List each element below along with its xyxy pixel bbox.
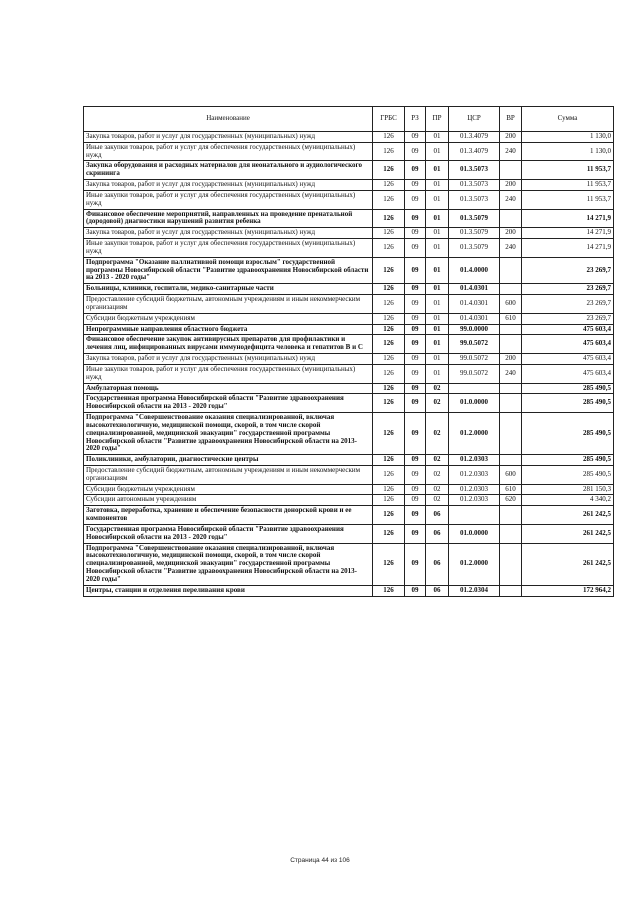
cell-sum: 11 953,7: [522, 180, 614, 191]
cell-grbs: 126: [373, 284, 405, 295]
cell-pr: 01: [426, 161, 449, 180]
cell-sum: 23 269,7: [522, 313, 614, 324]
cell-name: Иные закупки товаров, работ и услуг для обеспечения государственных (муниципальных) нужд: [84, 364, 373, 383]
cell-vr: [500, 383, 522, 394]
cell-csr: 01.3.5079: [449, 239, 500, 258]
cell-rz: 09: [405, 354, 426, 365]
cell-sum: 285 490,5: [522, 394, 614, 413]
cell-name: Субсидии бюджетным учреждениям: [84, 313, 373, 324]
cell-vr: [500, 506, 522, 525]
cell-csr: 01.4.0301: [449, 313, 500, 324]
cell-grbs: 126: [373, 506, 405, 525]
cell-grbs: 126: [373, 354, 405, 365]
cell-grbs: 126: [373, 543, 405, 585]
cell-sum: 14 271,9: [522, 209, 614, 228]
cell-name: Государственная программа Новосибирской области "Развитие здравоохранения Новосибирской области на 2013 - 2020 годы": [84, 524, 373, 543]
table-row: [84, 585, 614, 596]
cell-rz: 09: [405, 142, 426, 161]
cell-name: Финансовое обеспечение мероприятий, направленных на проведение пренатальной (дородовой) диагностики нарушений развития ребенка: [84, 209, 373, 228]
table-row: [84, 228, 614, 239]
cell-grbs: 126: [373, 313, 405, 324]
cell-pr: 01: [426, 142, 449, 161]
cell-csr: 01.2.0303: [449, 455, 500, 466]
cell-sum: 261 242,5: [522, 543, 614, 585]
header-grbs: ГРБС: [373, 107, 405, 132]
cell-sum: 281 150,3: [522, 484, 614, 495]
cell-rz: 09: [405, 524, 426, 543]
cell-pr: 02: [426, 455, 449, 466]
cell-sum: 172 964,2: [522, 585, 614, 596]
cell-pr: 01: [426, 324, 449, 335]
cell-csr: 01.3.5073: [449, 161, 500, 180]
cell-grbs: 126: [373, 257, 405, 283]
cell-rz: 09: [405, 383, 426, 394]
cell-vr: 200: [500, 228, 522, 239]
cell-name: Подпрограмма "Совершенствование оказания специализированной, включая высокотехнологичную, медицинской помощи, скорой, в том числе скорой специализированной, медицинской эвакуации" государственной программы Новосибирской области "Развитие здравоохранения Новосибирской области на 2013-2020 годы": [84, 413, 373, 455]
table-row: [84, 383, 614, 394]
cell-pr: 01: [426, 209, 449, 228]
cell-pr: 01: [426, 284, 449, 295]
cell-grbs: 126: [373, 455, 405, 466]
cell-rz: 09: [405, 506, 426, 525]
cell-csr: 01.0.0000: [449, 524, 500, 543]
cell-rz: 09: [405, 284, 426, 295]
cell-vr: [500, 585, 522, 596]
cell-rz: 09: [405, 364, 426, 383]
table-row: [84, 239, 614, 258]
header-pr: ПР: [426, 107, 449, 132]
cell-vr: [500, 324, 522, 335]
cell-vr: 200: [500, 180, 522, 191]
cell-grbs: 126: [373, 495, 405, 506]
cell-rz: 09: [405, 413, 426, 455]
table-row: [84, 284, 614, 295]
table-row: [84, 543, 614, 585]
table-row: [84, 324, 614, 335]
cell-sum: 261 242,5: [522, 524, 614, 543]
cell-name: Финансовое обеспечение закупок антивирусных препаратов для профилактики и лечения лиц, инфицированных вирусами иммунодефицита человека и гепатитов В и С: [84, 335, 373, 354]
cell-csr: [449, 506, 500, 525]
cell-grbs: 126: [373, 142, 405, 161]
table-row: [84, 364, 614, 383]
table-row: [84, 335, 614, 354]
cell-vr: [500, 524, 522, 543]
cell-name: Непрограммные направления областного бюджета: [84, 324, 373, 335]
cell-vr: 240: [500, 239, 522, 258]
cell-grbs: 126: [373, 132, 405, 143]
cell-sum: 11 953,7: [522, 161, 614, 180]
cell-sum: 475 603,4: [522, 354, 614, 365]
cell-sum: 1 130,0: [522, 142, 614, 161]
cell-name: Подпрограмма "Оказание паллиативной помощи взрослым" государственной программы Новосибирской области "Развитие здравоохранения Новосибирской области на 2013 - 2020 годы": [84, 257, 373, 283]
cell-sum: 475 603,4: [522, 364, 614, 383]
cell-rz: 09: [405, 394, 426, 413]
cell-vr: 240: [500, 364, 522, 383]
cell-name: Субсидии автономным учреждениям: [84, 495, 373, 506]
cell-vr: [500, 284, 522, 295]
cell-rz: 09: [405, 132, 426, 143]
table-header-row: [84, 107, 614, 132]
cell-csr: 01.2.0000: [449, 413, 500, 455]
cell-pr: 01: [426, 190, 449, 209]
cell-rz: 09: [405, 585, 426, 596]
page-number: Страница 44 из 106: [290, 857, 350, 864]
table-body: [84, 132, 614, 597]
cell-grbs: 126: [373, 209, 405, 228]
table-row: [84, 161, 614, 180]
cell-csr: 01.3.4079: [449, 132, 500, 143]
cell-csr: 01.4.0301: [449, 295, 500, 314]
cell-sum: 285 490,5: [522, 465, 614, 484]
cell-csr: 01.2.0304: [449, 585, 500, 596]
cell-csr: 99.0.5072: [449, 354, 500, 365]
cell-vr: [500, 413, 522, 455]
cell-name: Закупка товаров, работ и услуг для государственных (муниципальных) нужд: [84, 180, 373, 191]
cell-rz: 09: [405, 209, 426, 228]
cell-pr: 01: [426, 239, 449, 258]
cell-vr: 200: [500, 132, 522, 143]
cell-csr: 01.3.4079: [449, 142, 500, 161]
cell-vr: 610: [500, 313, 522, 324]
cell-pr: 02: [426, 495, 449, 506]
cell-name: Больницы, клиники, госпитали, медико-санитарные части: [84, 284, 373, 295]
cell-csr: 01.3.5079: [449, 228, 500, 239]
cell-pr: 01: [426, 354, 449, 365]
cell-grbs: 126: [373, 383, 405, 394]
cell-rz: 09: [405, 324, 426, 335]
cell-rz: 09: [405, 180, 426, 191]
table-row: [84, 209, 614, 228]
cell-name: Иные закупки товаров, работ и услуг для обеспечения государственных (муниципальных) нужд: [84, 190, 373, 209]
cell-grbs: 126: [373, 324, 405, 335]
cell-name: Субсидии бюджетным учреждениям: [84, 484, 373, 495]
cell-rz: 09: [405, 239, 426, 258]
cell-rz: 09: [405, 161, 426, 180]
cell-vr: [500, 455, 522, 466]
cell-grbs: 126: [373, 413, 405, 455]
cell-sum: 475 603,4: [522, 335, 614, 354]
cell-csr: 01.4.0000: [449, 257, 500, 283]
table-row: [84, 132, 614, 143]
cell-rz: 09: [405, 495, 426, 506]
cell-name: Амбулаторная помощь: [84, 383, 373, 394]
cell-pr: 01: [426, 295, 449, 314]
cell-vr: [500, 394, 522, 413]
cell-pr: 01: [426, 132, 449, 143]
cell-pr: 01: [426, 364, 449, 383]
cell-pr: 01: [426, 335, 449, 354]
cell-csr: 01.2.0000: [449, 543, 500, 585]
cell-pr: 01: [426, 257, 449, 283]
table-row: [84, 354, 614, 365]
cell-csr: 01.0.0000: [449, 394, 500, 413]
cell-pr: 02: [426, 484, 449, 495]
cell-csr: 01.2.0303: [449, 465, 500, 484]
cell-grbs: 126: [373, 161, 405, 180]
cell-sum: 285 490,5: [522, 383, 614, 394]
cell-grbs: 126: [373, 228, 405, 239]
cell-csr: 01.2.0303: [449, 495, 500, 506]
cell-csr: 99.0.5072: [449, 335, 500, 354]
cell-csr: 99.0.5072: [449, 364, 500, 383]
cell-name: Поликлиники, амбулатории, диагностические центры: [84, 455, 373, 466]
cell-pr: 02: [426, 413, 449, 455]
cell-rz: 09: [405, 190, 426, 209]
cell-name: Заготовка, переработка, хранение и обеспечение безопасности донорской крови и ее компонентов: [84, 506, 373, 525]
cell-sum: 23 269,7: [522, 257, 614, 283]
cell-rz: 09: [405, 455, 426, 466]
cell-name: Предоставление субсидий бюджетным, автономным учреждениям и иным некоммерческим организациям: [84, 465, 373, 484]
cell-rz: 09: [405, 484, 426, 495]
cell-vr: 240: [500, 142, 522, 161]
table-row: [84, 394, 614, 413]
cell-sum: 11 953,7: [522, 190, 614, 209]
cell-csr: 01.3.5073: [449, 190, 500, 209]
cell-rz: 09: [405, 465, 426, 484]
cell-grbs: 126: [373, 295, 405, 314]
cell-grbs: 126: [373, 394, 405, 413]
cell-vr: 610: [500, 484, 522, 495]
cell-name: Закупка товаров, работ и услуг для государственных (муниципальных) нужд: [84, 354, 373, 365]
cell-name: Центры, станции и отделения переливания крови: [84, 585, 373, 596]
cell-csr: 01.4.0301: [449, 284, 500, 295]
cell-name: Иные закупки товаров, работ и услуг для обеспечения государственных (муниципальных) нужд: [84, 142, 373, 161]
cell-name: Подпрограмма "Совершенствование оказания специализированной, включая высокотехнологичную, медицинской помощи, скорой, в том числе скорой специализированной, медицинской эвакуации" государственной программы Новосибирской области "Развитие здравоохранения Новосибирской области на 2013-2020 годы": [84, 543, 373, 585]
cell-sum: 475 603,4: [522, 324, 614, 335]
cell-vr: [500, 161, 522, 180]
cell-sum: 285 490,5: [522, 455, 614, 466]
table-row: [84, 524, 614, 543]
cell-name: Государственная программа Новосибирской области "Развитие здравоохранения Новосибирской области на 2013 - 2020 годы": [84, 394, 373, 413]
cell-pr: 06: [426, 585, 449, 596]
cell-name: Закупка товаров, работ и услуг для государственных (муниципальных) нужд: [84, 132, 373, 143]
cell-name: Закупка оборудования и расходных материалов для неонатального и аудиологического скрининга: [84, 161, 373, 180]
cell-vr: [500, 257, 522, 283]
cell-csr: 01.3.5079: [449, 209, 500, 228]
cell-vr: 600: [500, 295, 522, 314]
cell-grbs: 126: [373, 239, 405, 258]
table-row: [84, 465, 614, 484]
cell-vr: 600: [500, 465, 522, 484]
cell-vr: [500, 335, 522, 354]
table-row: [84, 495, 614, 506]
cell-rz: 09: [405, 313, 426, 324]
cell-pr: 01: [426, 313, 449, 324]
table-row: [84, 180, 614, 191]
cell-grbs: 126: [373, 335, 405, 354]
table-row: [84, 295, 614, 314]
cell-pr: 06: [426, 524, 449, 543]
header-vr: ВР: [500, 107, 522, 132]
table-row: [84, 484, 614, 495]
table-row: [84, 257, 614, 283]
cell-vr: 620: [500, 495, 522, 506]
table-row: [84, 455, 614, 466]
cell-sum: 23 269,7: [522, 284, 614, 295]
table-row: [84, 142, 614, 161]
header-name: Наименование: [84, 107, 373, 132]
cell-pr: 06: [426, 543, 449, 585]
cell-pr: 02: [426, 394, 449, 413]
budget-table: [83, 106, 614, 597]
cell-pr: 02: [426, 383, 449, 394]
table-row: [84, 190, 614, 209]
cell-vr: 240: [500, 190, 522, 209]
table-row: [84, 313, 614, 324]
cell-pr: 02: [426, 465, 449, 484]
cell-name: Закупка товаров, работ и услуг для государственных (муниципальных) нужд: [84, 228, 373, 239]
cell-csr: 01.2.0303: [449, 484, 500, 495]
cell-grbs: 126: [373, 180, 405, 191]
table-row: [84, 413, 614, 455]
cell-sum: 285 490,5: [522, 413, 614, 455]
cell-grbs: 126: [373, 585, 405, 596]
cell-grbs: 126: [373, 190, 405, 209]
cell-csr: 01.3.5073: [449, 180, 500, 191]
table-row: [84, 506, 614, 525]
cell-pr: 01: [426, 228, 449, 239]
cell-sum: 1 130,0: [522, 132, 614, 143]
cell-grbs: 126: [373, 465, 405, 484]
cell-sum: 261 242,5: [522, 506, 614, 525]
cell-rz: 09: [405, 228, 426, 239]
cell-sum: 4 340,2: [522, 495, 614, 506]
cell-vr: [500, 543, 522, 585]
cell-vr: 200: [500, 354, 522, 365]
header-csr: ЦСР: [449, 107, 500, 132]
cell-name: Иные закупки товаров, работ и услуг для обеспечения государственных (муниципальных) нужд: [84, 239, 373, 258]
cell-grbs: 126: [373, 524, 405, 543]
cell-name: Предоставление субсидий бюджетным, автономным учреждениям и иным некоммерческим организациям: [84, 295, 373, 314]
header-rz: РЗ: [405, 107, 426, 132]
cell-rz: 09: [405, 257, 426, 283]
cell-csr: [449, 383, 500, 394]
cell-rz: 09: [405, 335, 426, 354]
cell-pr: 06: [426, 506, 449, 525]
cell-rz: 09: [405, 295, 426, 314]
cell-grbs: 126: [373, 484, 405, 495]
cell-sum: 23 269,7: [522, 295, 614, 314]
cell-pr: 01: [426, 180, 449, 191]
cell-csr: 99.0.0000: [449, 324, 500, 335]
cell-sum: 14 271,9: [522, 228, 614, 239]
cell-vr: [500, 209, 522, 228]
cell-sum: 14 271,9: [522, 239, 614, 258]
cell-rz: 09: [405, 543, 426, 585]
header-sum: Сумма: [522, 107, 614, 132]
cell-grbs: 126: [373, 364, 405, 383]
